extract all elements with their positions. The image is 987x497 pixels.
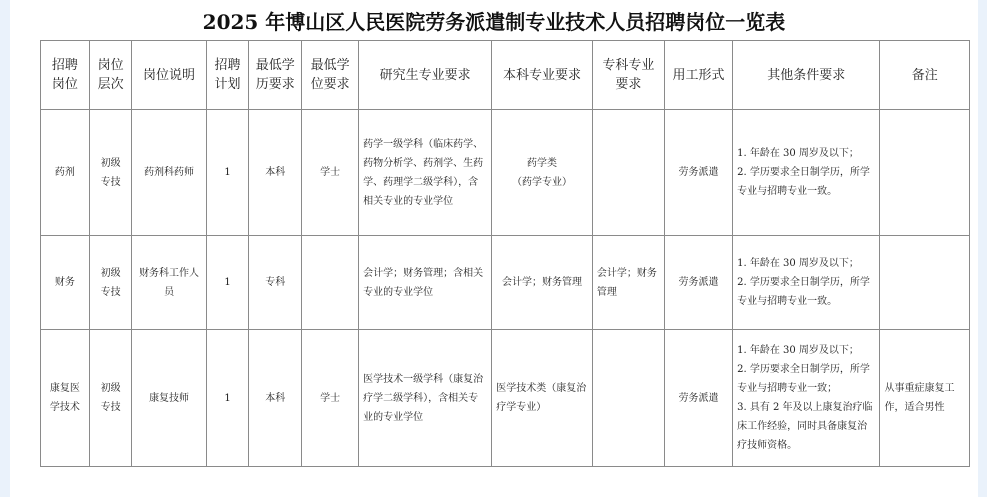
cell-undergrad-major: 药学类 （药学专业） — [492, 110, 593, 236]
cell-plan: 1 — [206, 330, 249, 467]
header-graduate-major: 研究生专业要求 — [359, 41, 492, 110]
cell-post: 康复医学技术 — [41, 330, 90, 467]
document-sheet — [10, 0, 978, 497]
cell-notes — [880, 110, 970, 236]
cell-min-education: 本科 — [249, 110, 302, 236]
header-plan: 招聘 计划 — [206, 41, 249, 110]
cell-other-requirements: 1. 年龄在 30 周岁及以下； 2. 学历要求全日制学历，所学专业与招聘专业一致； 3. 具有 2 年及以上康复治疗临床工作经验，同时具备康复治疗技师资格。 — [733, 330, 880, 467]
header-level: 岗位 层次 — [89, 41, 132, 110]
cell-plan: 1 — [206, 236, 249, 330]
cell-plan: 1 — [206, 110, 249, 236]
cell-undergrad-major: 会计学；财务管理 — [492, 236, 593, 330]
cell-other-requirements: 1. 年龄在 30 周岁及以下； 2. 学历要求全日制学历，所学专业与招聘专业一致。 — [733, 110, 880, 236]
header-undergrad-major: 本科专业要求 — [492, 41, 593, 110]
cell-college-major — [592, 110, 664, 236]
header-other-requirements: 其他条件要求 — [733, 41, 880, 110]
cell-min-degree — [302, 236, 359, 330]
header-notes: 备注 — [880, 41, 970, 110]
cell-min-degree: 学士 — [302, 330, 359, 467]
cell-description: 药剂科药师 — [132, 110, 206, 236]
table-row — [41, 236, 970, 330]
header-employment-form: 用工形式 — [665, 41, 733, 110]
cell-undergrad-major: 医学技术类（康复治疗学专业） — [492, 330, 593, 467]
cell-employment-form: 劳务派遣 — [665, 330, 733, 467]
cell-graduate-major: 医学技术一级学科（康复治疗学二级学科），含相关专业的专业学位 — [359, 330, 492, 467]
cell-min-education: 本科 — [249, 330, 302, 467]
header-college-major: 专科专业 要求 — [592, 41, 664, 110]
cell-min-degree: 学士 — [302, 110, 359, 236]
table-row — [41, 110, 970, 236]
cell-graduate-major: 药学一级学科（临床药学、药物分析学、药剂学、生药学、药理学二级学科），含相关专业的专业学位 — [359, 110, 492, 236]
header-post: 招聘 岗位 — [41, 41, 90, 110]
header-min-degree: 最低学 位要求 — [302, 41, 359, 110]
cell-post: 药剂 — [41, 110, 90, 236]
cell-employment-form: 劳务派遣 — [665, 236, 733, 330]
cell-level: 初级 专技 — [89, 330, 132, 467]
cell-notes — [880, 236, 970, 330]
cell-post: 财务 — [41, 236, 90, 330]
cell-employment-form: 劳务派遣 — [665, 110, 733, 236]
cell-notes: 从事重症康复工作，适合男性 — [880, 330, 970, 467]
header-row — [41, 41, 970, 110]
cell-description: 康复技师 — [132, 330, 206, 467]
cell-level: 初级 专技 — [89, 236, 132, 330]
recruitment-table — [40, 40, 970, 467]
cell-description: 财务科工作人员 — [132, 236, 206, 330]
cell-min-education: 专科 — [249, 236, 302, 330]
cell-college-major: 会计学；财务管理 — [592, 236, 664, 330]
header-min-education: 最低学 历要求 — [249, 41, 302, 110]
header-description: 岗位说明 — [132, 41, 206, 110]
cell-other-requirements: 1. 年龄在 30 周岁及以下； 2. 学历要求全日制学历，所学专业与招聘专业一致。 — [733, 236, 880, 330]
cell-college-major — [592, 330, 664, 467]
cell-level: 初级 专技 — [89, 110, 132, 236]
table-row — [41, 330, 970, 467]
cell-graduate-major: 会计学；财务管理；含相关专业的专业学位 — [359, 236, 492, 330]
document-title: 2025 年博山区人民医院劳务派遣制专业技术人员招聘岗位一览表 — [202, 10, 786, 34]
